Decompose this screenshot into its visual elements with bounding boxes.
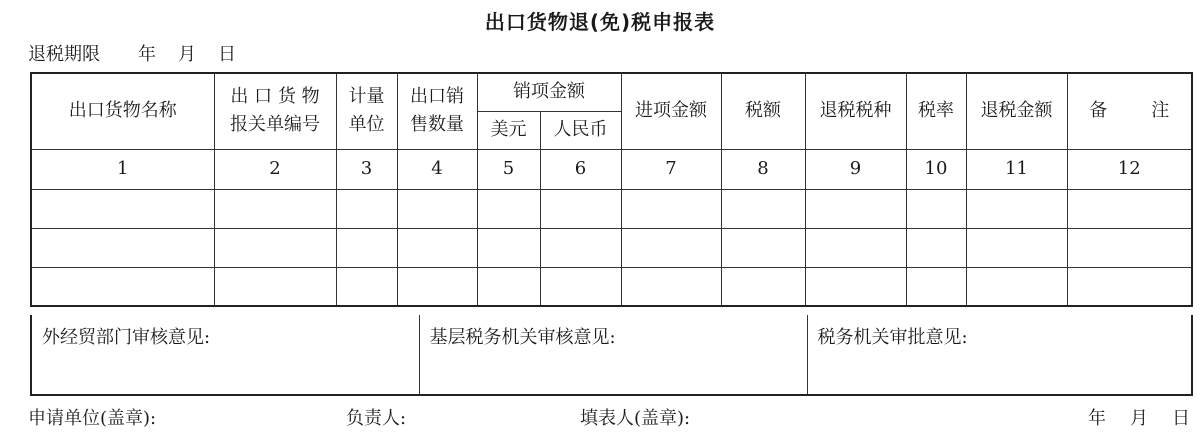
table-row — [31, 228, 1192, 267]
header-sales-amount: 销项金额 — [477, 73, 621, 111]
header-rmb: 人民币 — [540, 111, 621, 149]
preparer-label: 填表人(盖章): — [580, 408, 691, 429]
table-cell[interactable] — [805, 189, 906, 228]
footer-date — [1088, 404, 1190, 430]
footer-year: 年 — [1088, 408, 1106, 429]
column-number: 6 — [540, 149, 621, 189]
table-cell[interactable] — [397, 189, 477, 228]
foreign-trade-opinion[interactable] — [31, 315, 419, 395]
column-number: 7 — [621, 149, 721, 189]
table-cell[interactable] — [214, 267, 336, 306]
period-year: 年 — [138, 44, 156, 65]
responsible-label: 负责人: — [346, 408, 407, 429]
header-export-qty-line2: 售数量 — [410, 114, 464, 136]
column-number: 9 — [805, 149, 906, 189]
table-cell[interactable] — [805, 267, 906, 306]
period-month: 月 — [178, 44, 196, 65]
opinion-section — [30, 315, 1193, 396]
form-title: 出口货物退(免)税申报表 — [484, 10, 716, 34]
table-row — [31, 267, 1192, 306]
tax-approval-opinion-label: 税务机关审批意见: — [817, 327, 968, 348]
header-unit-line2: 单位 — [348, 114, 385, 136]
footer-month: 月 — [1130, 408, 1148, 429]
grassroots-tax-opinion[interactable] — [419, 315, 807, 395]
header-remarks-b: 注 — [1151, 100, 1170, 122]
table-cell[interactable] — [214, 228, 336, 267]
header-tax-rate: 税率 — [906, 73, 966, 149]
table-cell[interactable] — [540, 228, 621, 267]
column-number: 12 — [1067, 149, 1192, 189]
table-cell[interactable] — [966, 267, 1067, 306]
table-cell[interactable] — [805, 228, 906, 267]
column-number: 3 — [336, 149, 397, 189]
foreign-trade-opinion-label: 外经贸部门审核意见: — [42, 327, 211, 348]
table-cell[interactable] — [906, 267, 966, 306]
column-number: 8 — [721, 149, 805, 189]
period-label: 退税期限 — [28, 44, 100, 65]
table-cell[interactable] — [31, 267, 214, 306]
table-cell[interactable] — [214, 189, 336, 228]
header-unit-line1: 计量 — [348, 86, 385, 108]
table-cell[interactable] — [336, 228, 397, 267]
table-cell[interactable] — [540, 267, 621, 306]
table-cell[interactable] — [477, 189, 540, 228]
table-cell[interactable] — [721, 228, 805, 267]
table-cell[interactable] — [621, 189, 721, 228]
table-cell[interactable] — [1067, 189, 1192, 228]
header-input-amount: 进项金额 — [621, 73, 721, 149]
table-cell[interactable] — [31, 228, 214, 267]
header-unit — [336, 73, 397, 149]
header-remarks — [1067, 73, 1192, 149]
table-cell[interactable] — [966, 228, 1067, 267]
column-number: 2 — [214, 149, 336, 189]
header-declaration-no — [214, 73, 336, 149]
declaration-table — [30, 72, 1193, 307]
column-number-row — [31, 149, 1192, 189]
column-number: 5 — [477, 149, 540, 189]
column-number: 10 — [906, 149, 966, 189]
tax-approval-opinion[interactable] — [807, 315, 1192, 395]
column-number: 4 — [397, 149, 477, 189]
table-cell[interactable] — [721, 267, 805, 306]
table-cell[interactable] — [621, 228, 721, 267]
table-row — [31, 189, 1192, 228]
header-tax-amount: 税额 — [721, 73, 805, 149]
header-refund-amount: 退税金额 — [966, 73, 1067, 149]
table-cell[interactable] — [1067, 267, 1192, 306]
refund-period — [28, 40, 236, 66]
table-cell[interactable] — [621, 267, 721, 306]
table-cell[interactable] — [477, 228, 540, 267]
table-cell[interactable] — [477, 267, 540, 306]
header-export-qty — [397, 73, 477, 149]
header-declaration-no-line1: 出 口 货 物 — [230, 86, 320, 108]
grassroots-tax-opinion-label: 基层税务机关审核意见: — [429, 327, 616, 348]
header-remarks-a: 备 — [1089, 100, 1108, 122]
header-export-qty-line1: 出口销 — [410, 86, 464, 108]
table-cell[interactable] — [966, 189, 1067, 228]
table-cell[interactable] — [336, 267, 397, 306]
column-number: 1 — [31, 149, 214, 189]
table-cell[interactable] — [336, 189, 397, 228]
period-day: 日 — [218, 44, 236, 65]
header-refund-tax-type: 退税税种 — [805, 73, 906, 149]
table-cell[interactable] — [906, 228, 966, 267]
footer-day: 日 — [1172, 408, 1190, 429]
table-cell[interactable] — [31, 189, 214, 228]
table-cell[interactable] — [540, 189, 621, 228]
table-cell[interactable] — [906, 189, 966, 228]
header-declaration-no-line2: 报关单编号 — [230, 114, 320, 136]
applicant-label: 申请单位(盖章): — [28, 408, 157, 429]
table-cell[interactable] — [397, 228, 477, 267]
column-number: 11 — [966, 149, 1067, 189]
header-goods-name: 出口货物名称 — [31, 73, 214, 149]
table-cell[interactable] — [1067, 228, 1192, 267]
table-cell[interactable] — [397, 267, 477, 306]
header-usd: 美元 — [477, 111, 540, 149]
table-cell[interactable] — [721, 189, 805, 228]
